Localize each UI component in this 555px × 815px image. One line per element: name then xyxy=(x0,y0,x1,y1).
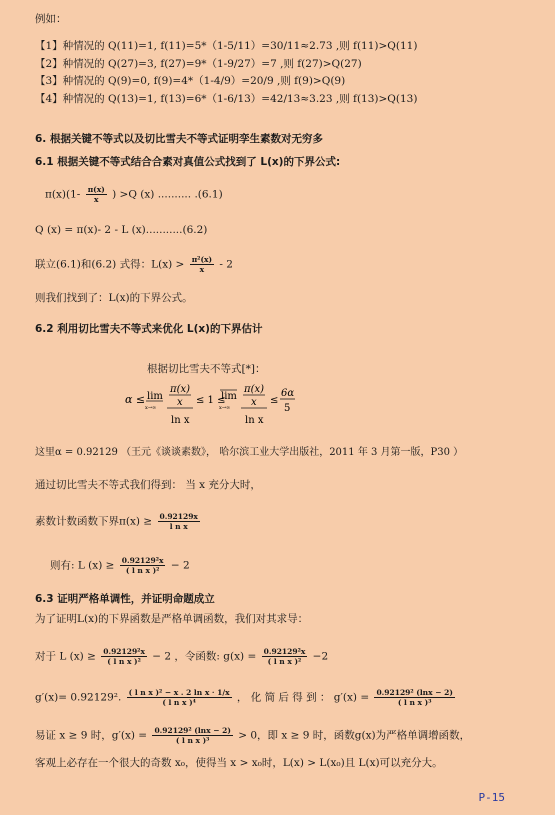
found-text: 则我们找到了：L(x)的下界公式。 xyxy=(35,292,193,304)
derivative-line xyxy=(35,688,457,707)
chebyshev-inequality xyxy=(125,384,295,437)
prime-lb-left: 素数计数函数下界π(x) ≥ xyxy=(35,515,153,528)
combine-fraction xyxy=(190,255,214,274)
then-lb-right: − 2 xyxy=(170,559,190,572)
deriv-left: g′(x)= 0.92129². xyxy=(35,691,122,704)
chebyshev-formula xyxy=(125,384,295,434)
L-lower-bound xyxy=(50,556,190,575)
equation-6-1 xyxy=(45,185,223,204)
easy-den: ( l n x )³ xyxy=(175,736,210,745)
eq61-left: π(x)(1- xyxy=(45,188,81,201)
deriv-den: ( l n x )⁴ xyxy=(162,698,196,707)
gdef-den2: ( l n x )² xyxy=(267,657,302,666)
deriv-mid: ， 化 简 后 得 到 ： g′(x) = xyxy=(236,691,370,704)
cheb-limbar: lim xyxy=(221,391,237,402)
cheb-lim: lim xyxy=(147,391,163,402)
prime-lb-fraction xyxy=(158,512,200,531)
deriv-fraction-2 xyxy=(374,688,454,707)
cheb-sub2: x→∞ xyxy=(219,405,231,411)
section-6-title: 6. 根据关键不等式以及切比雪夫不等式证明孪生素数对无穷多 xyxy=(35,133,323,145)
section-6-2-title: 6.2 利用切比雪夫不等式来优化 L(x)的下界估计 xyxy=(35,323,263,335)
cheb-alpha: α ≤ xyxy=(125,393,146,406)
cheb-pinum: π(x) xyxy=(170,384,191,395)
chebyshev-intro: 根据切比雪夫不等式[*]： xyxy=(147,363,266,375)
combine-left: 联立(6.1)和(6.2) 式得：L(x) > xyxy=(35,258,185,271)
cheb-mid: ≤ 1 ≤ xyxy=(196,395,226,406)
example-3: 【3】种情况的 Q(9)=0, f(9)=4*（1-4/9）=20/9 ,则 f(9)>Q(9) xyxy=(35,75,346,87)
page-number: P-15 xyxy=(478,791,505,804)
gdef-fraction-2 xyxy=(262,647,308,666)
gdef-fraction-1 xyxy=(101,647,147,666)
eq61-den: x xyxy=(93,195,99,204)
then-lb-fraction xyxy=(120,556,166,575)
combine-num: π²(x) xyxy=(191,255,213,264)
eq61-fraction xyxy=(86,185,107,204)
eq61-num: π(x) xyxy=(87,185,105,194)
deriv-den2: ( l n x )³ xyxy=(397,698,432,707)
then-lb-den: ( l n x )² xyxy=(125,566,160,575)
easy-left: 易证 x ≥ 9 时，g′(x) = xyxy=(35,729,148,742)
gdef-num: 0.92129²x xyxy=(103,647,145,656)
gdef-mid: − 2 ，令函数: g(x) = xyxy=(152,650,257,663)
g-definition xyxy=(35,647,328,666)
equation-6-2: Q (x) = π(x)- 2 - L (x)...........(6.2) xyxy=(35,224,208,236)
easy-right: > 0，即 x ≥ 9 时，函数g(x)为严格单调增函数， xyxy=(238,729,471,742)
gdef-num2: 0.92129²x xyxy=(263,647,306,656)
cheb-xden: x xyxy=(177,397,183,408)
example-2: 【2】种情况的 Q(27)=3, f(27)=9*（1-9/27）=7 ,则 f(27)>Q(27) xyxy=(35,58,362,70)
intro-text: 例如： xyxy=(35,13,67,25)
chebyshev-result-text: 通过切比雪夫不等式我们得到： 当 x 充分大时， xyxy=(35,479,261,491)
cheb-five: 5 xyxy=(284,403,291,414)
monotonic-line xyxy=(35,726,470,745)
easy-num: 0.92129² (lnx − 2) xyxy=(154,726,231,735)
prime-lower-bound xyxy=(35,512,202,531)
deriv-num: ( l n x )² − x . 2 ln x · 1/x xyxy=(128,688,230,697)
combine-right: - 2 xyxy=(219,258,233,271)
conclusion-text: 客观上必存在一个很大的奇数 x₀，使得当 x > x₀时，L(x) > L(x₀)且 L(x)可以充分大。 xyxy=(35,757,443,769)
cheb-lnx: ln x xyxy=(171,415,190,426)
cheb-right: ≤ xyxy=(270,395,279,406)
gdef-right: −2 xyxy=(312,650,329,663)
cheb-pinum2: π(x) xyxy=(244,384,265,395)
example-1: 【1】种情况的 Q(11)=1, f(11)=5*（1-5/11）=30/11≈2.73 ,则 f(11)>Q(11) xyxy=(35,40,418,52)
cheb-sixalpha: 6α xyxy=(281,388,295,399)
combine-equation xyxy=(35,255,233,274)
prime-lb-num: 0.92129x xyxy=(159,512,198,521)
section-6-1-title: 6.1 根据关键不等式结合合素对真值公式找到了 L(x)的下界公式: xyxy=(35,156,341,168)
then-lb-left: 则有: L (x) ≥ xyxy=(50,559,115,572)
example-4: 【4】种情况的 Q(13)=1, f(13)=6*（1-6/13）=42/13≈3.23 ,则 f(13)>Q(13) xyxy=(35,93,418,105)
then-lb-num: 0.92129²x xyxy=(121,556,164,565)
alpha-line: 这里α = 0.92129 （王元《谈谈素数》， 哈尔滨工业大学出版社，2011 年 3 月第一版，P30 ） xyxy=(35,447,464,458)
cheb-sub: x→∞ xyxy=(145,405,157,411)
gdef-left: 对于 L (x) ≥ xyxy=(35,650,96,663)
easy-fraction xyxy=(152,726,232,745)
prime-lb-den: l n x xyxy=(169,522,188,531)
gdef-den: ( l n x )² xyxy=(107,657,141,666)
cheb-lnx2: ln x xyxy=(245,415,264,426)
eq61-right: ) >Q (x) .......... .(6.1) xyxy=(112,188,223,201)
deriv-num2: 0.92129² (lnx − 2) xyxy=(376,688,453,697)
deriv-fraction-1 xyxy=(127,688,232,707)
section-6-3-intro: 为了证明L(x)的下界函数是严格单调函数，我们对其求导： xyxy=(35,613,309,625)
section-6-3-title: 6.3 证明严格单调性，并证明命题成立 xyxy=(35,593,215,605)
cheb-xden2: x xyxy=(251,397,257,408)
combine-den: x xyxy=(199,265,205,274)
